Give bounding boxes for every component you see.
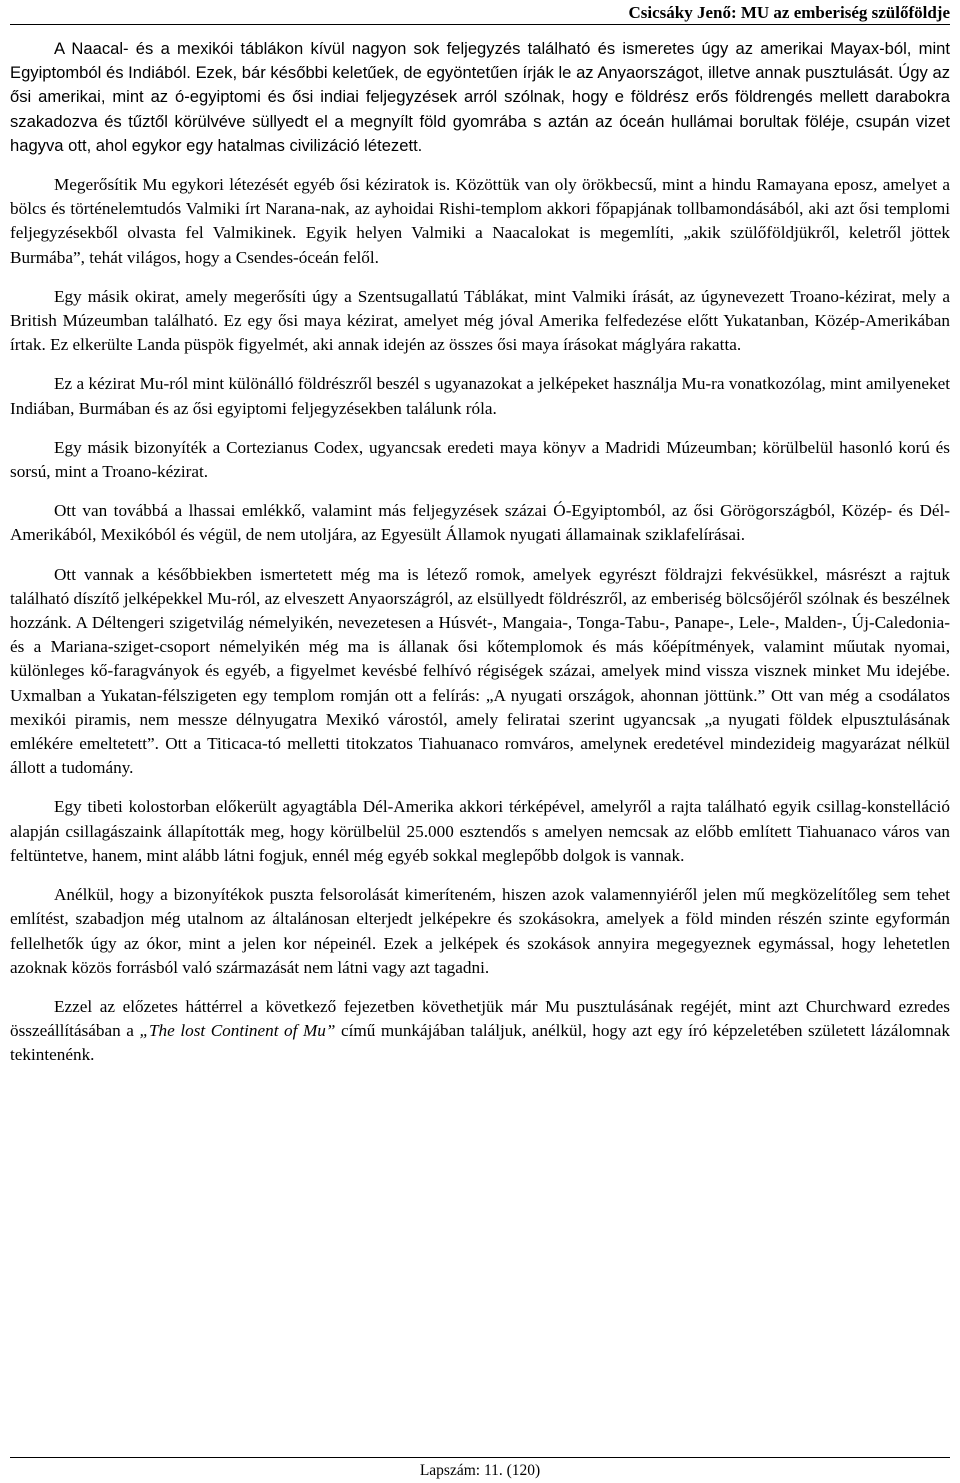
paragraph-9: Anélkül, hogy a bizonyítékok puszta felsorolását kimeríteném, hiszen azok valamennyiéről jelen mű megközelítőleg sem tehet említést, szabadjon még utalnom az általánosan elterjedt jelképekre és szokásokra, amelyek a föld minden részén szinte egyformán fellelhetők úgy az ókor, mint a jelen kor népeinél. Ezek a jelképek és szokások annyira megegyeznek egymással, hogy lehetetlen azoknak közös forrásból való származását nem látni vagy azt tagadni. <box>10 885 950 977</box>
paragraph-1: A Naacal- és a mexikói táblákon kívül nagyon sok feljegyzés található és ismeretes úgy az amerikai Mayax-ból, mint Egyiptomból és Indiából. Ezek, bár későbbi keletűek, de egyöntetűen írják le az Anyaországot, illetve annak pusztulását. Úgy az ősi amerikai, mint az ó-egyiptomi és ősi indiai feljegyzések arról szólnak, hogy e földrész erős földrengés mellett darabokra szakadozva és tűztől körülvéve süllyedt el a megnyílt föld gyomrába s aztán az óceán hullámai borultak föléje, csupán vizet hagyva ott, ahol egykor egy hatalmas civilizáció létezett. <box>10 39 950 155</box>
book-title: „The lost Continent of Mu” <box>139 1021 336 1041</box>
paragraph-8: Egy tibeti kolostorban előkerült agyagtábla Dél-Amerika akkori térképével, amelyről a rajta található egyik csillag-konstelláció alapján csillagászaink állapították meg, hogy körülbelül 25.000 esztendős s amelyen nemcsak az előbb említett Tiahuanaco város van feltüntetve, hanem, mint alább látni fogjuk, ennél még egyéb sokkal meglepőbb dolgok is vannak. <box>10 797 950 865</box>
paragraph-3: Egy másik okirat, amely megerősíti úgy a Szentsugallatú Táblákat, mint Valmiki írását, az úgynevezett Troano-kézirat, mely a British Múzeumban található. Ez egy ősi maya kézirat, amelyet még jóval Amerika felfedezése előtt Yukatanban, Közép-Amerikában írtak. Ez elkerülte Landa püspök figyelmét, aki annak idején az összes ősi maya írásokat máglyára rakatta. <box>10 286 950 355</box>
paragraph-4: Ez a kézirat Mu-ról mint különálló földrészről beszél s ugyanazokat a jelképeket használja Mu-ra vonatkozólag, mint amilyeneket Indiában, Burmában és az ősi egyiptomi feljegyzésekben találunk róla. <box>10 374 950 418</box>
page-header <box>0 0 960 26</box>
page-number: Lapszám: 11. (120) <box>419 1462 541 1479</box>
paragraph-5: Egy másik bizonyíték a Cortezianus Codex, ugyancsak eredeti maya könyv a Madridi Múzeumban; körülbelül hasonló korú és sorsú, mint a Troano-kézirat. <box>10 437 950 482</box>
running-title: Csicsáky Jenő: MU az emberiség szülőföldje <box>628 3 950 22</box>
document-body <box>10 37 950 1083</box>
paragraph-6: Ott van továbbá a lhassai emlékkő, valamint más feljegyzések százai Ó-Egyiptomból, az ősi Görögországból, Közép- és Dél-Amerikából, Mexikóból és végül, de nem utoljára, az Egyesült Államok nyugati államainak sziklafelírásai. <box>10 501 950 545</box>
paragraph-10 <box>10 995 950 1068</box>
header-divider <box>10 24 950 25</box>
footer-divider <box>10 1457 950 1458</box>
paragraph-7: Ott vannak a későbbiekben ismertetett még ma is létező romok, amelyek egyrészt földrajzi fekvésükkel, másrészt a rajtuk található díszítő jelképekkel Mu-ról, az elveszett Anyaországról, az elsüllyedt földrészről, az emberiség bölcsőjéről szólnak és beszélnek hozzánk. A Déltengeri szigetvilág némelyikén, nevezetesen a Húsvét-, Mangaia-, Tonga-Tabu-, Panape-, Lele-, Malden-, Új-Caledonia- és a Mariana-sziget-csoport némelyikén még ma is állanak ősi kőtemplomok és más kőépítmények, valamint műutak nyomai, különleges kő-faragványok és egyéb, a figyelmet kevésbé felhívó régiségek százai, amelyek mind vissza visznek minket Mu idejébe. Uxmalban a Yukatan-félszigeten egy templom romján ott a felírás: „A nyugati országok, ahonnan jöttünk.” Ott van még a csodálatos mexikói piramis, nem messze délnyugatra Mexikó várostól, amely feliratai szerint ugyancsak „a nyugati földek elpusztulásának emlékére emeltetett”. Ott a Titicaca-tó melletti titokzatos Tiahuanaco romváros, amelynek eredetével mindezideig magyarázat nélkül állott a tudomány. <box>10 564 950 778</box>
paragraph-10-text-after: című munkájában találjuk, anélkül, hogy azt egy író képzeletében született lázálomnak tekintenénk. <box>10 1021 950 1065</box>
paragraph-10-text-before: Ezzel az előzetes háttérrel a következő fejezetben követhetjük már Mu pusztulásának regéjét, mint azt Churchward ezredes összeállításában a <box>10 996 950 1041</box>
paragraph-2: Megerősítik Mu egykori létezését egyéb ősi kéziratok is. Közöttük van oly örökbecsű, mint a hindu Ramayana eposz, amelyet a bölcs és történelemtudós Valmiki írt Narana-nak, az ayhoidai Rishi-templom akkori főpapjának tollbamondásából, aki azt ősi templomi feljegyzésekből olvasta fel Valmikinek. Egyik helyen Valmiki a Naacalokat is megemlíti, „akik szülőföldjükről, keletről jöttek Burmába”, tehát világos, hogy a Csendes-óceán felől. <box>10 175 950 267</box>
